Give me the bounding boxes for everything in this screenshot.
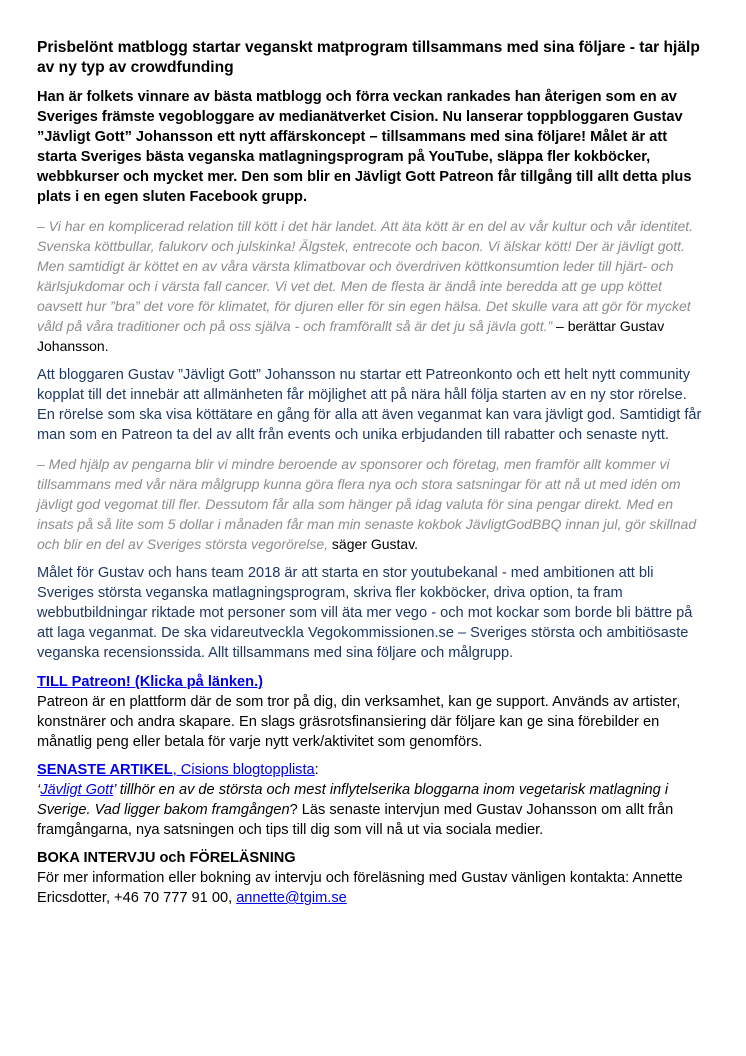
quote-1-attribution: berättar Gustav Johansson. (37, 318, 665, 354)
contact-email-link[interactable]: annette@tgim.se (236, 890, 347, 906)
lead-paragraph: Han är folkets vinnare av bästa matblogg och förra veckan rankades han återigen som en av Sveriges främste vegobloggare av medianätverket Cision. Nu lanserar toppbloggaren Gustav ”Jävligt Gott” Johansson ett nytt affärskoncept – tillsammans med sina följare! Målet är att starta Sveriges bästa veganska matlagningsprogram på YouTube, släppa fler kokböcker, webbkurser och mycket mer. Den som blir en Jävligt Gott Patreon får tillgång till allt detta plus plats i en egen sluten Facebook grupp. (37, 89, 692, 205)
page-title: Prisbelönt matblogg startar veganskt matprogram tillsammans med sina följare - tar hjälp av ny typ av crowdfunding (37, 39, 700, 76)
article-section (37, 760, 706, 840)
latest-article-link-bold: SENASTE ARTIKEL (37, 762, 173, 778)
body-paragraph-2: Målet för Gustav och hans team 2018 är att starta en stor youtubekanal - med ambitionen att bli Sveriges största veganska matlagningsprogram, skriva fler kokböcker, driva option, ta fram webbutbildningar riktade mot personer som vill äta mer vego - och mot kockar som borde bli bättre på att laga veganmat. De ska vidareutveckla Vegokommissionen.se – Sveriges största och ambitiösaste veganska recensionssida. Allt tillsammans med sina följare och målgrupp. (37, 565, 693, 661)
article-rest-text: ? Läs senaste intervjun med Gustav Johansson om allt från framgångarna, nya satsningen och tips till dig som vill nå ut via sociala medier. (37, 802, 674, 838)
latest-article-link-rest: , Cisions blogtopplista (172, 762, 315, 778)
patreon-section (37, 672, 706, 752)
booking-section (37, 848, 706, 908)
quote-paragraph-1 (37, 216, 706, 356)
booking-heading: BOKA INTERVJU och FÖRELÄSNING (37, 850, 296, 866)
article-quote-open: ‘ (37, 782, 41, 798)
blog-link[interactable]: Jävligt Gott (40, 782, 114, 798)
patreon-description: Patreon är en plattform där de som tror på dig, din verksamhet, kan ge support. Används av artister, konstnärer och andra skapare. En slags gräsrotsfinansiering där följare kan ge sina förebilder en månatlig peng eller betala för varje nytt verk/aktivitet som genomförs. (37, 694, 681, 750)
quote-1-text: – Vi har en komplicerad relation till kött i det här landet. Att äta kött är en del av vår kultur och vår identitet. Svenska köttbullar, falukorv och julskinka! Älgstek, entrecote och bacon. Vi älskar kött! Der är jävligt gott. Men samtidigt är köttet en av våra värsta klimatbovar och överdriven köttkonsumtion leder till hjärt- och kärlsjukdomar och i värsta fall cancer. Vi vet det. Men de flesta är ändå inte beredda att ge upp köttet oavsett hur ”bra” det vore för klimatet, för djuren eller för sin egen hälsa. Det skulle vara att gör för mycket våld på våra traditioner och på oss själva - och framförallt så är det ju så jävla gott.” (37, 218, 694, 334)
latest-article-link[interactable] (37, 762, 315, 778)
booking-text: För mer information eller bokning av intervju och föreläsning med Gustav vänligen kontakta: Annette Ericsdotter, +46 70 777 91 00, (37, 870, 683, 906)
quote-2-text: – Med hjälp av pengarna blir vi mindre beroende av sponsorer och företag, men framför allt kommer vi tillsammans med vår nära målgrupp kunna göra flera nya och stora satsningar för att nå ut med idén om jävligt god vegomat till fler. Dessutom får alla som hänger på idag valuta för sina pengar direkt. Med en insats på så lite som 5 dollar i månaden får man min senaste kokbok JävligtGodBBQ innan jul, gör skillnad och blir en del av Sveriges största vegorörelse, (37, 456, 697, 552)
quote-1-dash: – (552, 318, 568, 334)
body-paragraph-1: Att bloggaren Gustav ”Jävligt Gott” Johansson nu startar ett Patreonkonto och ett helt nytt community kopplat till det innebär att allmänheten får möjlighet att på nära håll följa starten av en ny stor rörelse. En rörelse som ska visa köttätare en gång för alla att även veganmat kan vara jävligt god. Samtidigt får man som en Patreon ta del av allt från events och unika erbjudanden till rabatter och senaste nytt. (37, 367, 702, 443)
article-italic-text: ’ tillhör en av de största och mest inflytelserika bloggarna inom vegetarisk matlagning i Sverige. Vad ligger bakom framgången (37, 782, 669, 818)
patreon-link[interactable]: TILL Patreon! (Klicka på länken.) (37, 674, 263, 690)
quote-paragraph-2 (37, 454, 706, 554)
quote-2-attribution: säger Gustav. (328, 536, 419, 552)
article-colon: : (314, 762, 319, 778)
